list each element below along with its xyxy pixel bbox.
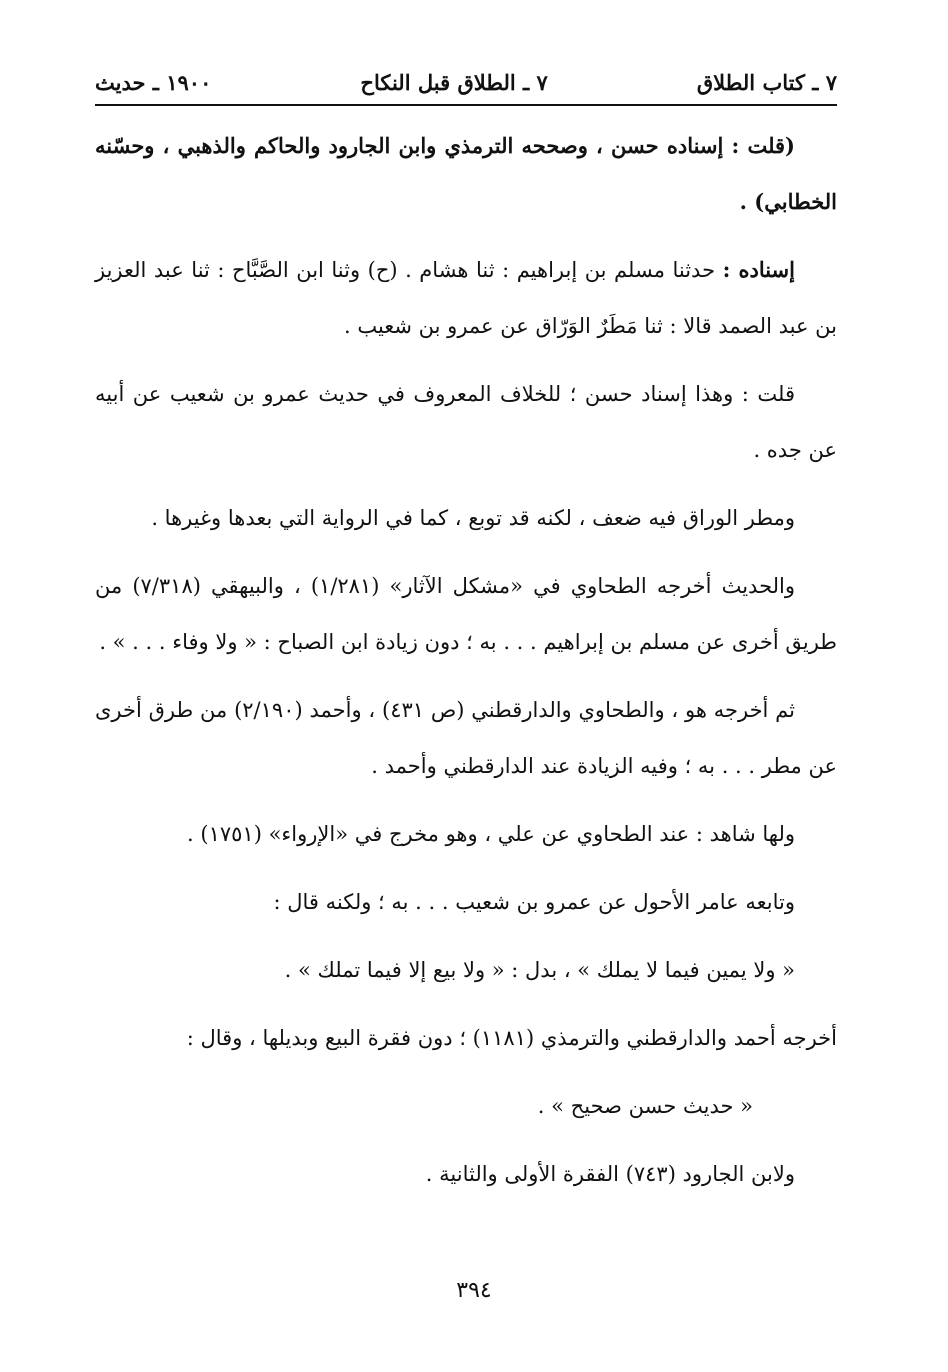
paragraph-text: ومطر الوراق فيه ضعف ، لكنه قد توبع ، كما في الرواية التي بعدها وغيرها . [151, 506, 795, 530]
paragraph-text: « ولا يمين فيما لا يملك » ، بدل : « ولا بيع إلا فيما تملك » . [284, 958, 795, 982]
paragraph-follow-up [95, 874, 837, 930]
page-number: ٣٩٤ [456, 1278, 492, 1303]
paragraph-text: حدثنا مسلم بن إبراهيم : ثنا هشام . (ح) وثنا ابن الصَّبَّاح : ثنا عبد العزيز بن عبد الصمد قالا : ثنا مَطَرٌ الوَرّاق عن عمرو بن شعيب . [95, 258, 837, 338]
paragraph-comment [95, 366, 837, 478]
paragraph-quote [95, 1078, 837, 1134]
paragraph-takhrij [95, 682, 837, 794]
paragraph-text: أخرجه أحمد والدارقطني والترمذي (١١٨١) ؛ دون فقرة البيع وبديلها ، وقال : [186, 1026, 837, 1050]
paragraph-closing [95, 1146, 837, 1202]
header-book-title: ٧ ـ كتاب الطلاق [696, 69, 837, 95]
paragraph-note-grading [95, 118, 837, 230]
paragraph-text: ولها شاهد : عند الطحاوي عن علي ، وهو مخرج في «الإرواء» (١٧٥١) . [187, 822, 795, 846]
paragraph-text: ثم أخرجه هو ، والطحاوي والدارقطني (ص ٤٣١) ، وأحمد (٢/١٩٠) من طرق أخرى عن مطر . . . به ؛ وفيه الزيادة عند الدارقطني وأحمد . [95, 698, 837, 778]
paragraph-text: ولابن الجارود (٧٤٣) الفقرة الأولى والثانية . [425, 1162, 795, 1186]
running-header [95, 60, 837, 106]
paragraph-lead: إسناده : [722, 257, 795, 282]
paragraph-comment [95, 490, 837, 546]
paragraph-text: (قلت : إسناده حسن ، وصححه الترمذي وابن الجارود والحاكم والذهبي ، وحسّنه الخطابي) . [95, 133, 837, 214]
paragraph-takhrij [95, 1010, 837, 1066]
paragraph-witness [95, 806, 837, 862]
paragraph-text: قلت : وهذا إسناد حسن ؛ للخلاف المعروف في حديث عمرو بن شعيب عن أبيه عن جده . [95, 382, 837, 462]
header-hadith-number: ١٩٠٠ ـ حديث [95, 69, 212, 95]
paragraph-isnad [95, 242, 837, 354]
paragraph-text: والحديث أخرجه الطحاوي في «مشكل الآثار» (١/٢٨١) ، والبيهقي (٧/٣١٨) من طريق أخرى عن مسلم بن إبراهيم . . . به ؛ دون زيادة ابن الصباح : « ولا وفاء . . . » . [95, 574, 837, 654]
paragraph-takhrij [95, 558, 837, 670]
header-chapter-title: ٧ ـ الطلاق قبل النكاح [360, 69, 548, 95]
page-body [95, 118, 837, 1214]
paragraph-text: وتابعه عامر الأحول عن عمرو بن شعيب . . . به ؛ ولكنه قال : [273, 890, 795, 914]
paragraph-text: « حديث حسن صحيح » . [537, 1094, 753, 1118]
paragraph-quote [95, 942, 837, 998]
